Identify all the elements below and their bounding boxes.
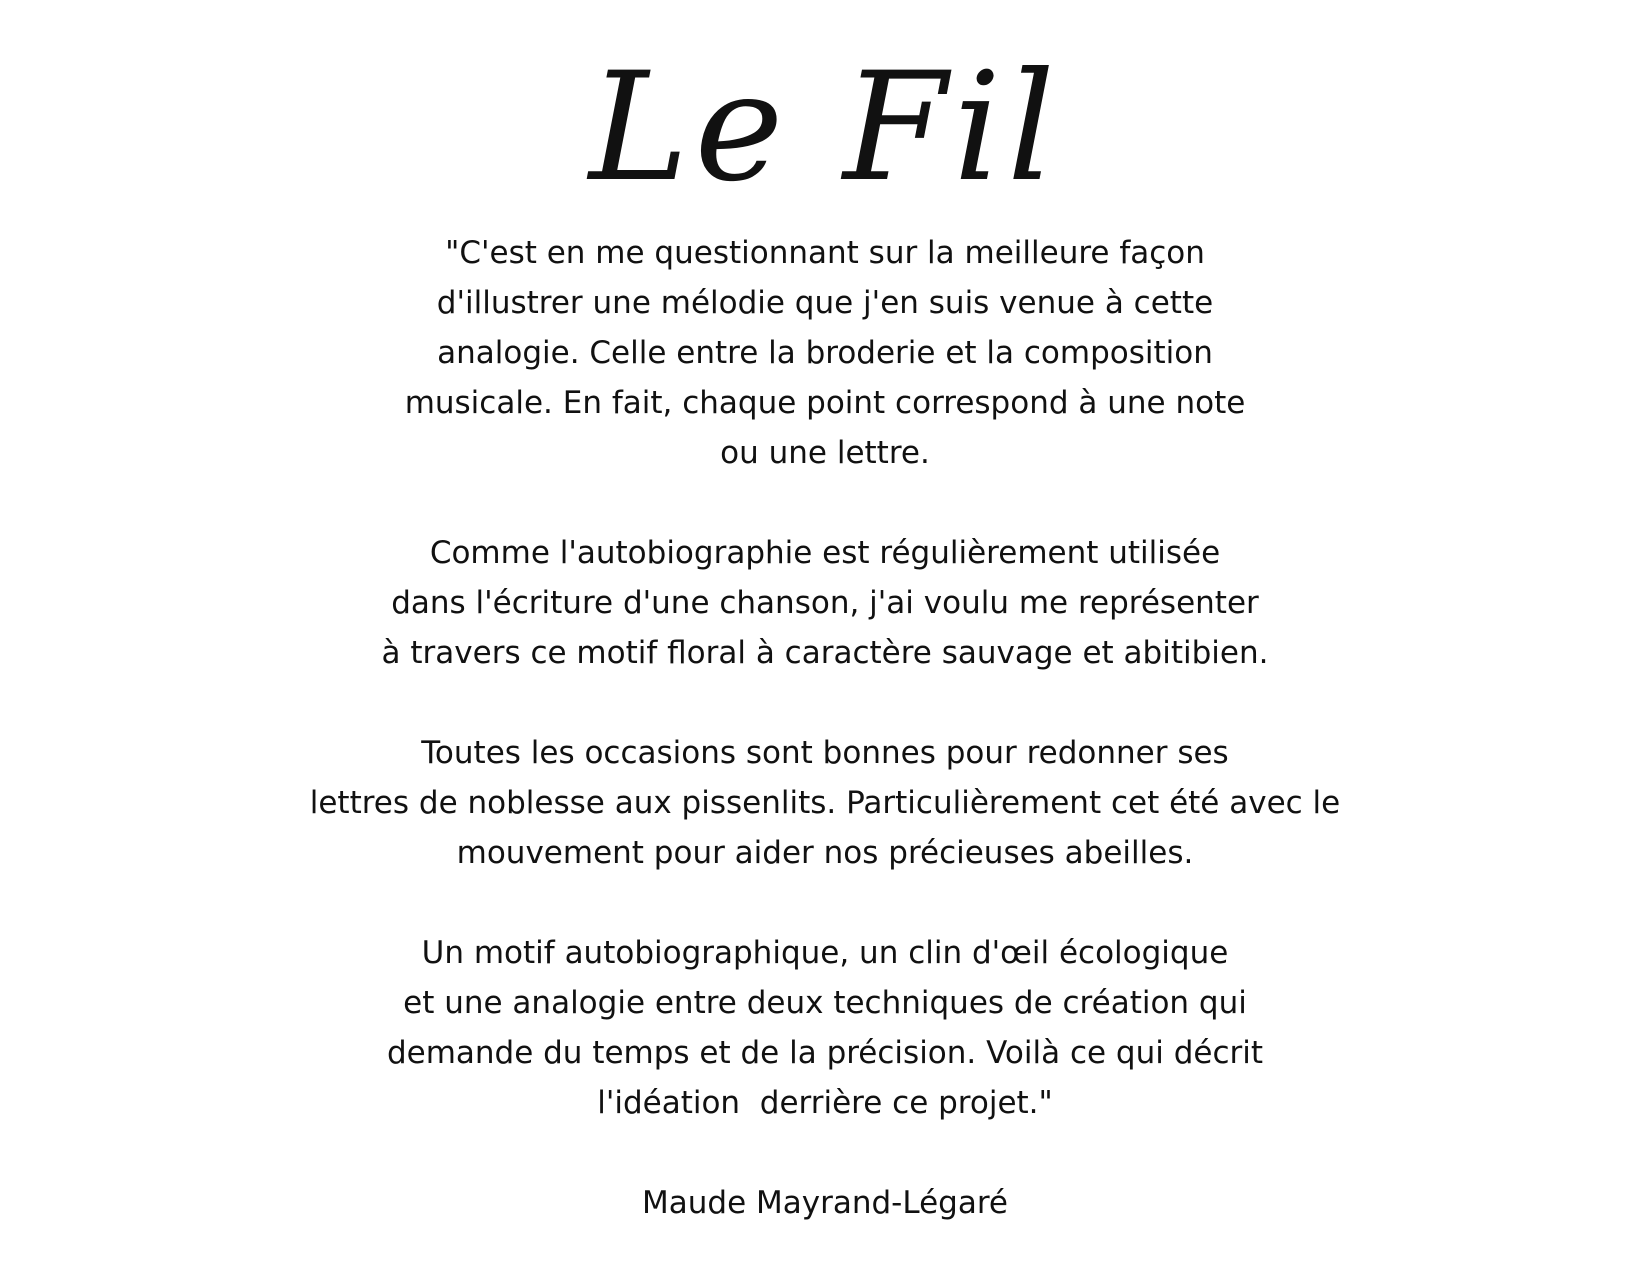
text-line: musicale. En fait, chaque point correspond à une note <box>404 385 1246 421</box>
text-line: d'illustrer une mélodie que j'en suis venue à cette <box>436 285 1214 321</box>
text-line: Un motif autobiographique, un clin d'œil écologique <box>421 935 1229 971</box>
paragraph-2 <box>0 528 1650 678</box>
text-line: Toutes les occasions sont bonnes pour redonner ses <box>421 735 1229 771</box>
paragraph-3 <box>0 728 1650 878</box>
text-line: dans l'écriture d'une chanson, j'ai voulu me représenter <box>391 585 1259 621</box>
document-body <box>0 228 1650 1228</box>
author-name: Maude Mayrand-Légaré <box>642 1185 1008 1221</box>
text-line: demande du temps et de la précision. Voilà ce qui décrit <box>386 1035 1264 1071</box>
text-line: analogie. Celle entre la broderie et la composition <box>437 335 1213 371</box>
text-line: mouvement pour aider nos précieuses abeilles. <box>456 835 1194 871</box>
text-line: à travers ce motif floral à caractère sauvage et abitibien. <box>381 635 1269 671</box>
text-line: ou une lettre. <box>720 435 930 471</box>
paragraph-1 <box>0 228 1650 478</box>
text-line: l'idéation derrière ce projet." <box>597 1085 1053 1121</box>
paragraph-4 <box>0 928 1650 1128</box>
document-title: Le Fil <box>588 41 1062 215</box>
text-line: lettres de noblesse aux pissenlits. Particulièrement cet été avec le <box>309 785 1341 821</box>
text-line: et une analogie entre deux techniques de création qui <box>403 985 1247 1021</box>
text-line: Comme l'autobiographie est régulièrement utilisée <box>429 535 1221 571</box>
text-line: "C'est en me questionnant sur la meilleure façon <box>445 235 1205 271</box>
signature <box>0 1178 1650 1228</box>
